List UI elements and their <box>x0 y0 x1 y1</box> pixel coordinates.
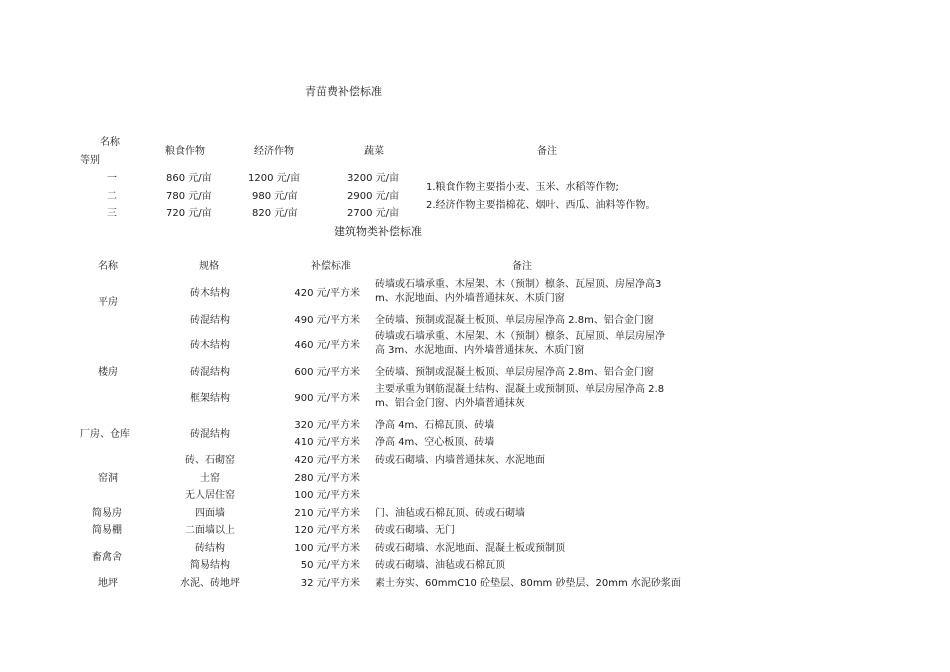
header-grade: 等别 <box>80 155 100 166</box>
veg-1: 3200 元/亩 <box>347 173 399 184</box>
row-spec: 水泥、砖地坪 <box>180 578 240 589</box>
row-note: 主要承重为钢筋混凝土结构、混凝土或预制顶、单层房屋净高 2.8m、铝合金门窗、内外墙普通抹灰 <box>375 384 665 409</box>
grain-3: 720 元/亩 <box>166 208 212 219</box>
row-price: 120 元/平方米 <box>294 525 360 536</box>
col-grain: 粮食作物 <box>165 146 205 157</box>
row-spec: 砖结构 <box>195 543 225 554</box>
veg-3: 2700 元/亩 <box>347 208 399 219</box>
header-name: 名称 <box>100 137 120 148</box>
note-1: 1.粮食作物主要指小麦、玉米、水稻等作物; <box>426 182 619 193</box>
row-note: 素土夯实、60mmC10 砼垫层、80mm 砂垫层、20mm 水泥砂浆面 <box>375 578 681 589</box>
cat-livestock: 畜禽舍 <box>92 552 122 563</box>
row-spec: 二面墙以上 <box>185 525 235 536</box>
cat-building: 楼房 <box>98 367 118 378</box>
grain-1: 860 元/亩 <box>166 173 212 184</box>
row-price: 280 元/平方米 <box>294 473 360 484</box>
cat-simple-shed: 简易棚 <box>92 525 122 536</box>
row-price: 210 元/平方米 <box>294 508 360 519</box>
row-price: 900 元/平方米 <box>294 393 360 404</box>
row-note: 砖墙或石墙承重、木屋架、木（预制）檩条、瓦屋顶、单层房屋净高 3m、水泥地面、内外墙普通抹灰、木质门窗 <box>375 331 665 356</box>
row-note: 全砖墙、预制或混凝土板顶、单层房屋净高 2.8m、铝合金门窗 <box>375 367 654 378</box>
row-spec: 砖木结构 <box>190 340 230 351</box>
row-price: 600 元/平方米 <box>294 367 360 378</box>
note-2: 2.经济作物主要指棉花、烟叶、西瓜、油料等作物。 <box>426 200 656 211</box>
row-note: 砖或石砌墙、内墙普通抹灰、水泥地面 <box>375 455 545 466</box>
cat-simple-house: 简易房 <box>92 508 122 519</box>
row-price: 460 元/平方米 <box>294 340 360 351</box>
col-remark: 备注 <box>537 146 557 157</box>
t2-col-price: 补偿标准 <box>311 261 351 272</box>
row-price: 320 元/平方米 <box>294 420 360 431</box>
row-price: 50 元/平方米 <box>300 560 360 571</box>
row-price: 100 元/平方米 <box>294 543 360 554</box>
row-spec: 无人居住窑 <box>185 490 235 501</box>
row-note: 砖墙或石墙承重、木屋架、木（预制）檩条、瓦屋顶、房屋净高3m、水泥地面、内外墙普通抹灰、木质门窗 <box>375 279 662 304</box>
cat-bungalow: 平房 <box>98 297 118 308</box>
grade-3: 三 <box>107 208 117 219</box>
row-spec: 砖、石砌窑 <box>185 455 235 466</box>
row-spec: 砖木结构 <box>190 288 230 299</box>
col-cash: 经济作物 <box>254 146 294 157</box>
row-price: 490 元/平方米 <box>294 315 360 326</box>
table1-title: 青苗费补偿标准 <box>305 85 382 98</box>
row-note: 砖或石砌墙、油毡或石棉瓦顶 <box>375 560 505 571</box>
grade-2: 二 <box>107 191 117 202</box>
row-spec: 砖混结构 <box>190 367 230 378</box>
cash-1: 1200 元/亩 <box>248 173 300 184</box>
row-spec: 四面墙 <box>195 508 225 519</box>
row-note: 门、油毡或石棉瓦顶、砖或石砌墙 <box>375 508 525 519</box>
cat-floor: 地坪 <box>98 578 118 589</box>
row-spec: 框架结构 <box>190 393 230 404</box>
grain-2: 780 元/亩 <box>166 191 212 202</box>
row-price: 420 元/平方米 <box>294 288 360 299</box>
cash-3: 820 元/亩 <box>252 208 298 219</box>
cash-2: 980 元/亩 <box>252 191 298 202</box>
row-note: 净高 4m、空心板顶、砖墙 <box>375 437 495 448</box>
row-spec: 砖混结构 <box>190 429 230 440</box>
row-spec: 简易结构 <box>190 560 230 571</box>
row-price: 410 元/平方米 <box>294 437 360 448</box>
row-price: 100 元/平方米 <box>294 490 360 501</box>
row-note: 全砖墙、预制或混凝土板顶、单层房屋净高 2.8m、铝合金门窗 <box>375 315 654 326</box>
row-spec: 砖混结构 <box>190 315 230 326</box>
row-price: 420 元/平方米 <box>294 455 360 466</box>
grade-1: 一 <box>107 173 117 184</box>
cat-factory: 厂房、仓库 <box>80 429 130 440</box>
col-veg: 蔬菜 <box>364 146 384 157</box>
row-note: 砖或石砌墙、水泥地面、混凝土板或预制顶 <box>375 543 565 554</box>
row-note: 净高 4m、石棉瓦顶、砖墙 <box>375 420 495 431</box>
cat-cave: 窑洞 <box>98 473 118 484</box>
row-note: 砖或石砌墙、无门 <box>375 525 455 536</box>
t2-col-spec: 规格 <box>199 261 219 272</box>
t2-col-name: 名称 <box>98 261 118 272</box>
row-price: 32 元/平方米 <box>300 578 360 589</box>
veg-2: 2900 元/亩 <box>347 191 399 202</box>
t2-col-remark: 备注 <box>512 261 532 272</box>
table2-title: 建筑物类补偿标准 <box>334 225 422 238</box>
row-spec: 土窑 <box>200 473 220 484</box>
